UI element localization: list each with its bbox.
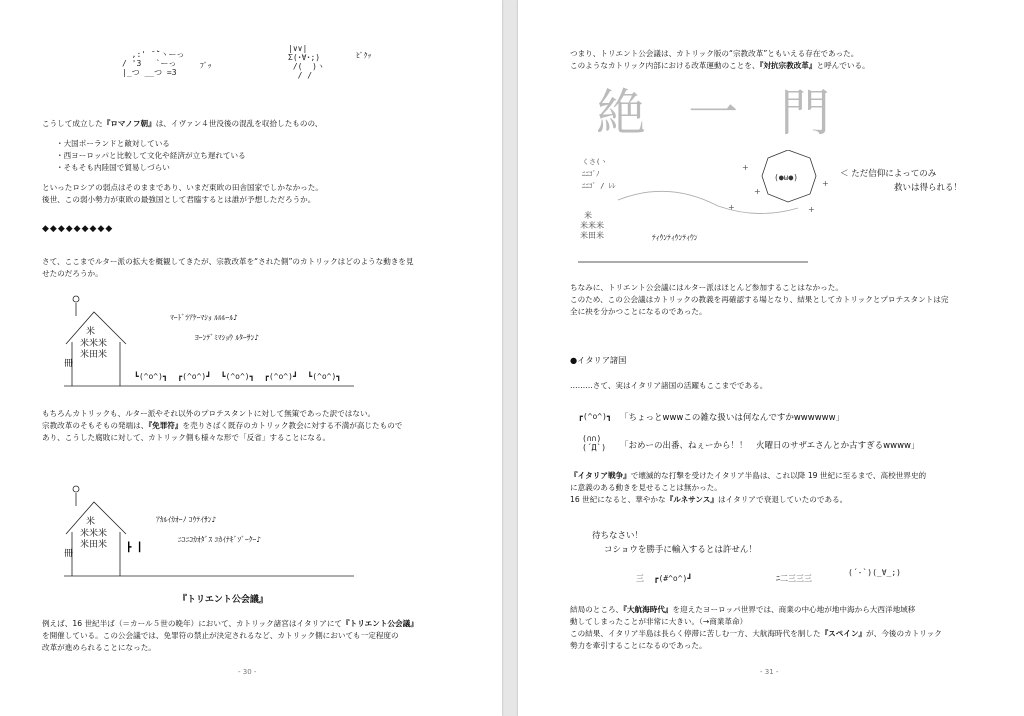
bullet-item: ・そもそも内陸国で貿易しづらい [56, 163, 170, 172]
song-text: ﾆｺﾆｺｶｵﾀﾞｽ ﾕｶｲﾅｷﾞｿﾞｰｸｰ♪ [178, 535, 262, 544]
paragraph-line: を開催している。この公会議では、免罪符の禁止が決定されるなど、カトリック側においても一定程度の [42, 631, 399, 640]
speech-bubble-line: ＜ ただ信仰によってのみ [840, 169, 937, 179]
aa-line: / '3 `ーっ [122, 59, 177, 68]
paragraph-line: ちなみに、トリエント公会議にはルター派はほとんど参加することはなかった。 [570, 283, 843, 292]
text: 宗教改革のそもそもの発端は、 [42, 421, 149, 430]
text: は、イヴァン４世没後の混乱を収拾したものの、 [155, 119, 323, 128]
svg-text:米米米: 米米米 [80, 529, 108, 539]
svg-text:┣ ┃: ┣ ┃ [126, 543, 143, 553]
church-illustration [64, 484, 364, 580]
speech-line: コショウを勝手に輸入するとは許せん！ [604, 545, 757, 555]
svg-text:くさ(丶: くさ(丶 [582, 158, 608, 166]
paragraph [42, 118, 322, 130]
text: 結局のところ、 [570, 605, 624, 614]
paragraph-line: に意義のある動きを見せることは無かった。 [570, 483, 722, 492]
text: このようなカトリック内部における改革運動のことを、 [570, 61, 760, 70]
svg-text:ﾆﾆｺﾞ / ﾚﾚ: ﾆﾆｺﾞ / ﾚﾚ [582, 182, 616, 190]
svg-text:+: + [754, 187, 761, 196]
svg-text:米: 米 [86, 327, 96, 337]
aa-line: /( )ヽ [288, 62, 325, 71]
paragraph-line [570, 628, 942, 640]
paragraph-line [42, 618, 418, 630]
text: 16 世紀になると、華やかな [570, 495, 666, 504]
section-heading: ●イタリア諸国 [570, 355, 627, 365]
bullet-item: ・大国ポーランドと敵対している [56, 139, 170, 148]
section-heading: 『トリエント公会議』 [178, 595, 268, 605]
bullet-item: ・西ヨーロッパと比較して文化や経済が立ち遅れている [56, 151, 246, 160]
paragraph-line: ………さて、実はイタリア諸国の活躍もここまでである。 [570, 381, 768, 390]
paragraph-line: つまり、トリエント公会議は、カトリック版の“宗教改革”ともいえる存在であった。 [570, 49, 859, 58]
song-text: ﾖｰﾝﾃﾞﾐﾏｼｮｳ ﾙﾀｰｻﾝ♪ [195, 333, 260, 342]
aa-line: Σ(･∀･;) [288, 53, 321, 62]
text: はイタリアで衰退していたのである。 [717, 495, 848, 504]
paragraph-line [42, 420, 402, 432]
aa-line: |∨∨| [288, 44, 308, 53]
svg-text:+: + [808, 205, 815, 214]
text: を迎えたヨーロッパ世界では、商業の中心地が地中海から大西洋地域移 [672, 605, 916, 614]
page-number: - 31 - [760, 668, 779, 676]
dialog-line: 「おめーの出番、ねぇーから！！ 火曜日のサザエさんとか古すぎるwwww」 [620, 441, 920, 451]
paragraph-line: 改革が進められることになった。 [42, 643, 156, 652]
svg-text:米: 米 [584, 211, 592, 220]
svg-text:冊: 冊 [64, 549, 74, 559]
bold-term: 『免罪符』 [148, 421, 183, 430]
aa-sfx: ﾃｨｳﾝﾃｨｳﾝﾃｨｳﾝ [652, 233, 698, 242]
paragraph-line: 動してしまったことが非常に大きい。（→商業革命） [570, 617, 748, 626]
bold-term: 『大航海時代』 [623, 605, 673, 614]
svg-text:米田米: 米田米 [80, 350, 108, 360]
text: で壊滅的な打撃を受けたイタリア半島は、これ以降 19 世紀に至るまで、高校世界史的 [630, 471, 927, 480]
text: この結果、イタリア半島は長らく停滞に苦しむ一方、大航海時代を制した [570, 629, 821, 638]
svg-text:米田米: 米田米 [580, 231, 604, 240]
svg-text:米米米: 米米米 [580, 221, 604, 230]
text: こうして成立した [42, 119, 103, 128]
dancing-characters: ┗(^o^)┓ ┏(^o^)┛ ┗(^o^)┓ ┏(^o^)┛ ┗(^o^)┓ [134, 372, 342, 381]
aa-startled-figure [288, 44, 325, 80]
aa-chasing-figure: 三 ┏(#^o^)┛ [636, 574, 693, 583]
aa-sfx: ﾋﾞｸｯ [356, 51, 372, 60]
paragraph-line [570, 604, 915, 616]
page-right [518, 0, 1024, 716]
svg-text:米田米: 米田米 [80, 540, 108, 550]
speech-line: 待ちなさい！ [592, 531, 644, 541]
svg-text:米: 米 [86, 517, 96, 527]
aa-speed-lines: ﾆ二三三三 [776, 574, 812, 583]
text: を売りさばく既存のカトリック教会に対する不満が高じたもので [182, 421, 403, 430]
bold-term: 『ルネサンス』 [665, 495, 718, 504]
song-text: ﾏｰﾄﾞﾗｱｹｰﾏｼｮ ﾙﾙﾙｰﾙ♪ [170, 313, 239, 322]
text: と呼んでいる。 [816, 61, 870, 70]
bold-term: 『ロマノフ朝』 [102, 119, 156, 128]
aa-big-kanji: 絶 一 門 [596, 84, 837, 142]
paragraph-line [570, 470, 926, 482]
svg-text:+: + [728, 203, 735, 212]
bold-term: 『対抗宗教改革』 [759, 61, 817, 70]
aa-face: ┏(^o^)┓ [578, 412, 612, 421]
svg-text:+: + [742, 163, 749, 172]
page-number: - 30 - [238, 668, 257, 676]
svg-text:冊: 冊 [64, 359, 74, 369]
text: が、今後のカトリック [866, 629, 942, 638]
paragraph-line: あり、こうした腐敗に対して、カトリック側も様々な形で「反省」することになる。 [42, 433, 331, 442]
aa-line: ,:' ̄ ̄`ヽーっ [122, 50, 185, 59]
paragraph-line: このため、この公会議はカトリックの教義を再確認する場となり、結果としてカトリックとプロテスタントは完 [570, 295, 949, 304]
song-text: ｱｶﾙｲｶｵｰﾉ ｺｳﾃｲｻﾝ♪ [156, 515, 217, 524]
paragraph-line: 後世、この弱小勢力が東欧の最強国として君臨するとは誰が予想しただろうか。 [42, 195, 316, 204]
aa-sfx: ﾌﾞｯ [200, 61, 212, 70]
speech-bubble-line: 救いは得られる！ [894, 183, 963, 193]
paragraph-line: といったロシアの弱点はそのままであり、いまだ東欧の田舎国家でしかなかった。 [42, 183, 323, 192]
svg-text:(●ω●): (●ω●) [774, 173, 799, 182]
page-left [0, 0, 502, 716]
bold-term: 『スペイン』 [820, 629, 867, 638]
paragraph-line: 勢力を牽引することになるのであった。 [570, 641, 707, 650]
paragraph-line: もちろんカトリックも、ルター派やそれ以外のプロテスタントに対して無策であった訳ではない。 [42, 409, 376, 418]
paragraph-line: 全に袂を分かつことになるのであった。 [570, 307, 707, 316]
paragraph-line [570, 60, 870, 72]
paragraph-line [570, 494, 847, 506]
svg-text:ﾆﾆｺﾞﾉ: ﾆﾆｺﾞﾉ [582, 170, 600, 178]
aa-face: (∩∩) (´Д`) [582, 434, 607, 452]
paragraph-line: さて、ここまでルター派の拡大を概観してきたが、宗教改革を“された側”のカトリックはどのような動きを見 [42, 257, 414, 266]
aa-line: / / [288, 71, 313, 80]
svg-text:+: + [822, 179, 829, 188]
aa-line: |_つ __つ =3 [122, 68, 177, 77]
aa-tired-figure [122, 50, 184, 77]
text: 例えば、16 世紀半ば（＝カール５世の晩年）において、カトリック諸宮はイタリアにて [42, 619, 343, 628]
aa-cat-illustration [578, 150, 848, 270]
svg-text:米米米: 米米米 [80, 339, 108, 349]
aa-fleeing-figures: (´-`)(_∀_;) [848, 568, 901, 577]
paragraph-line: せたのだろうか。 [42, 269, 103, 278]
bold-term: 『イタリア戦争』 [570, 471, 631, 480]
dialog-line: 「ちょっとwwwこの雑な扱いは何なんですかwwwwww」 [620, 413, 845, 423]
bold-term: 『トリエント公会議』 [342, 619, 418, 628]
section-divider: ◆◆◆◆◆◆◆◆◆ [42, 224, 114, 234]
